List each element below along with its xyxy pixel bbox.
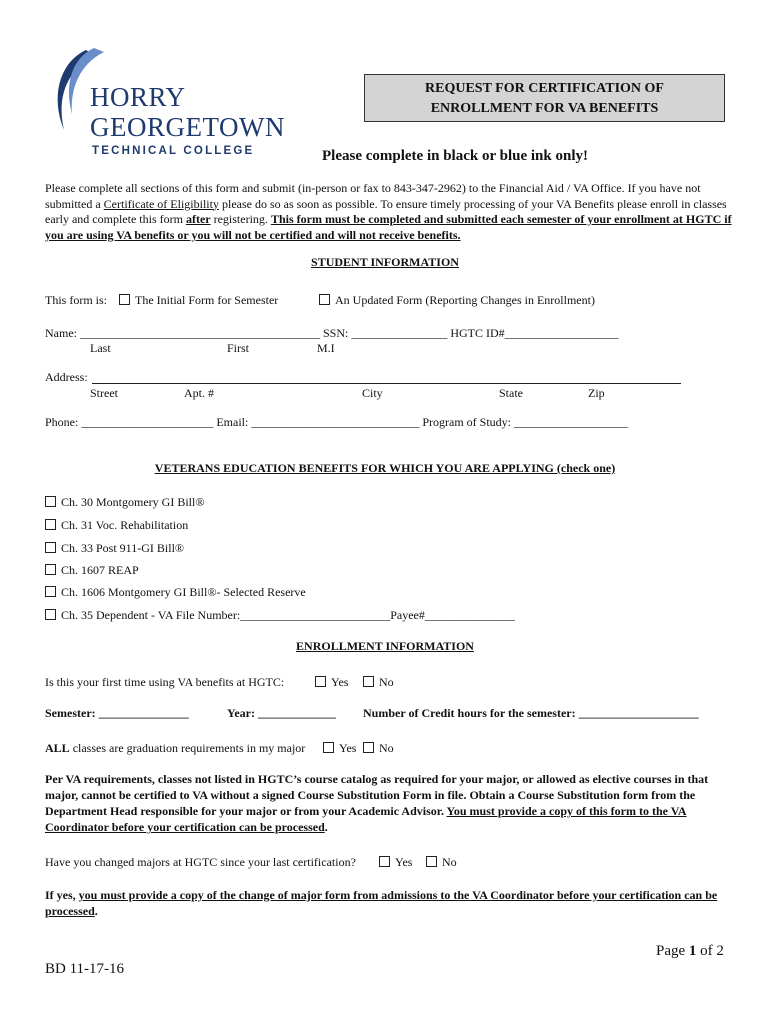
benefit-option[interactable] <box>45 518 188 533</box>
no-checkbox[interactable] <box>363 676 374 687</box>
benefit-label: Ch. 30 Montgomery GI Bill® <box>61 495 205 509</box>
logo-line-1: HORRY <box>90 82 186 112</box>
intro-warning: This form must be completed and submitted each semester of your enrollment at HGTC if you are using VA benefits or you will not be certified and will not receive benefits. <box>45 212 732 242</box>
all-classes-bold: ALL <box>45 741 70 755</box>
yes-checkbox[interactable] <box>315 676 326 687</box>
intro-text-2: please do so as soon as possible. To ensure timely processing of your VA Benefits please enroll in classes early and complete this form <box>45 196 727 226</box>
benefit-checkbox[interactable] <box>45 564 56 575</box>
page-of: of <box>696 943 717 959</box>
first-time-no-option[interactable] <box>363 675 394 690</box>
benefit-checkbox[interactable] <box>45 496 56 507</box>
student-info-heading: STUDENT INFORMATION <box>311 255 459 269</box>
intro-paragraph <box>45 181 735 243</box>
first-time-question: Is this your first time using VA benefits at HGTC: <box>45 675 285 689</box>
form-title-line-1: REQUEST FOR CERTIFICATION OF <box>425 81 664 96</box>
no-label: No <box>379 741 394 755</box>
benefit-label: Ch. 35 Dependent - VA File Number:_________________________Payee#_______________ <box>61 608 515 622</box>
benefits-heading: VETERANS EDUCATION BENEFITS FOR WHICH YOU ARE APPLYING (check one) <box>154 461 616 475</box>
logo-line-3: TECHNICAL COLLEGE <box>92 145 255 157</box>
benefit-label: Ch. 33 Post 911-GI Bill® <box>61 541 185 555</box>
benefit-option[interactable] <box>45 541 184 556</box>
benefit-option[interactable] <box>45 563 139 578</box>
benefit-checkbox[interactable] <box>45 542 56 553</box>
form-title-line-2: ENROLLMENT FOR VA BENEFITS <box>430 101 659 116</box>
address-zip-caption: Zip <box>588 386 605 400</box>
address-street-caption: Street <box>90 386 118 400</box>
name-last-caption: Last <box>90 341 111 355</box>
changed-majors-question: Have you changed majors at HGTC since your last certification? <box>45 855 356 869</box>
no-checkbox[interactable] <box>426 856 437 867</box>
benefit-label: Ch. 31 Voc. Rehabilitation <box>61 518 189 532</box>
per-va-text: Per VA requirements, classes not listed in HGTC’s course catalog as required for your major, or allowed as elective courses in that major, cannot be certified to VA without a signed Course Substitution Form in file. Obtain a Course Substitution form from the Department Head responsible for your major or from your Academic Advisor. <box>45 772 709 818</box>
page-current: 1 <box>688 943 697 959</box>
all-classes-no-option[interactable] <box>363 741 394 756</box>
benefit-checkbox[interactable] <box>45 519 56 530</box>
per-va-requirement: You must provide a copy of this form to the VA Coordinator before your certification can be processed <box>45 804 687 834</box>
page-number <box>656 943 724 960</box>
name-first-caption: First <box>227 341 250 355</box>
all-classes-line <box>45 741 305 756</box>
address-state-caption: State <box>499 386 523 400</box>
no-label: No <box>379 675 394 689</box>
benefit-label: Ch. 1606 Montgomery GI Bill®- Selected Reserve <box>61 585 306 599</box>
benefit-option[interactable] <box>45 495 204 510</box>
college-logo <box>42 44 285 162</box>
certificate-link[interactable]: Certificate of Eligibility <box>103 196 219 211</box>
page-prefix: Page <box>656 943 689 959</box>
address-city-caption: City <box>362 386 383 400</box>
initial-form-checkbox[interactable] <box>119 294 130 305</box>
benefit-checkbox[interactable] <box>45 586 56 597</box>
page-total: 2 <box>716 943 724 959</box>
first-time-yes-option[interactable] <box>315 675 348 690</box>
all-classes-yes-option[interactable] <box>323 741 356 756</box>
address-label: Address: <box>45 370 88 384</box>
no-label: No <box>442 855 457 869</box>
logo-line-2: GEORGETOWN <box>90 112 285 142</box>
yes-checkbox[interactable] <box>379 856 390 867</box>
yes-checkbox[interactable] <box>323 742 334 753</box>
enrollment-heading: ENROLLMENT INFORMATION <box>296 639 474 653</box>
address-apt-caption: Apt. # <box>184 386 214 400</box>
benefit-option[interactable] <box>45 585 306 600</box>
initial-form-option[interactable] <box>119 293 278 308</box>
intro-text-3: registering. <box>210 212 271 226</box>
intro-after: after <box>185 212 211 226</box>
no-checkbox[interactable] <box>363 742 374 753</box>
yes-label: Yes <box>331 675 349 689</box>
form-title-box <box>364 74 725 122</box>
benefit-checkbox[interactable] <box>45 609 56 620</box>
phone-email-program-line[interactable]: Phone: ______________________ Email: ____________________________ Program of Study: ___________________ <box>45 415 628 429</box>
if-yes-paragraph: If yes, you must provide a copy of the change of major form from admissions to the VA Coordinator before your certification can be processed. <box>45 888 718 918</box>
if-yes-requirement: you must provide a copy of the change of major form from admissions to the VA Coordinator before your certification can be processed <box>45 888 718 918</box>
address-field[interactable] <box>92 382 681 384</box>
initial-form-label: The Initial Form for Semester <box>135 293 279 307</box>
updated-form-label: An Updated Form (Reporting Changes in Enrollment) <box>335 293 595 307</box>
ink-notice: Please complete in black or blue ink only! <box>322 148 588 164</box>
updated-form-checkbox[interactable] <box>319 294 330 305</box>
intro-text-1: Please complete all sections of this form and submit (in-person or fax to 843-347-2962) to the Financial Aid / VA Office. If you have not submitted a <box>45 181 701 211</box>
benefit-label: Ch. 1607 REAP <box>61 563 139 577</box>
year-field[interactable]: Year: _____________ <box>227 706 336 720</box>
changed-majors-yes-option[interactable] <box>379 855 412 870</box>
form-is-label: This form is: <box>45 293 107 307</box>
per-va-paragraph: Per VA requirements, classes not listed in HGTC’s course catalog as required for your major, or allowed as elective courses in that major, cannot be certified to VA without a signed Course Substitution Form in file. Obtain a Course Substitution form from the Department Head responsible for your major or from your Academic Advisor. You must provide a copy of this form to the VA Coordinator before your certification can be processed. <box>45 772 709 834</box>
name-ssn-id-line[interactable]: Name: ________________________________________ SSN: ________________ HGTC ID#___________________ <box>45 326 619 340</box>
semester-field[interactable]: Semester: _______________ <box>45 706 189 720</box>
updated-form-option[interactable] <box>319 293 595 308</box>
yes-label: Yes <box>395 855 413 869</box>
credit-hours-field[interactable]: Number of Credit hours for the semester: ____________________ <box>363 706 699 720</box>
name-mi-caption: M.I <box>317 341 335 355</box>
form-code: BD 11-17-16 <box>45 961 125 977</box>
all-classes-text: classes are graduation requirements in my major <box>69 741 306 755</box>
benefit-option[interactable] <box>45 608 515 623</box>
yes-label: Yes <box>339 741 357 755</box>
if-yes-prefix: If yes, <box>45 888 79 902</box>
changed-majors-no-option[interactable] <box>426 855 457 870</box>
